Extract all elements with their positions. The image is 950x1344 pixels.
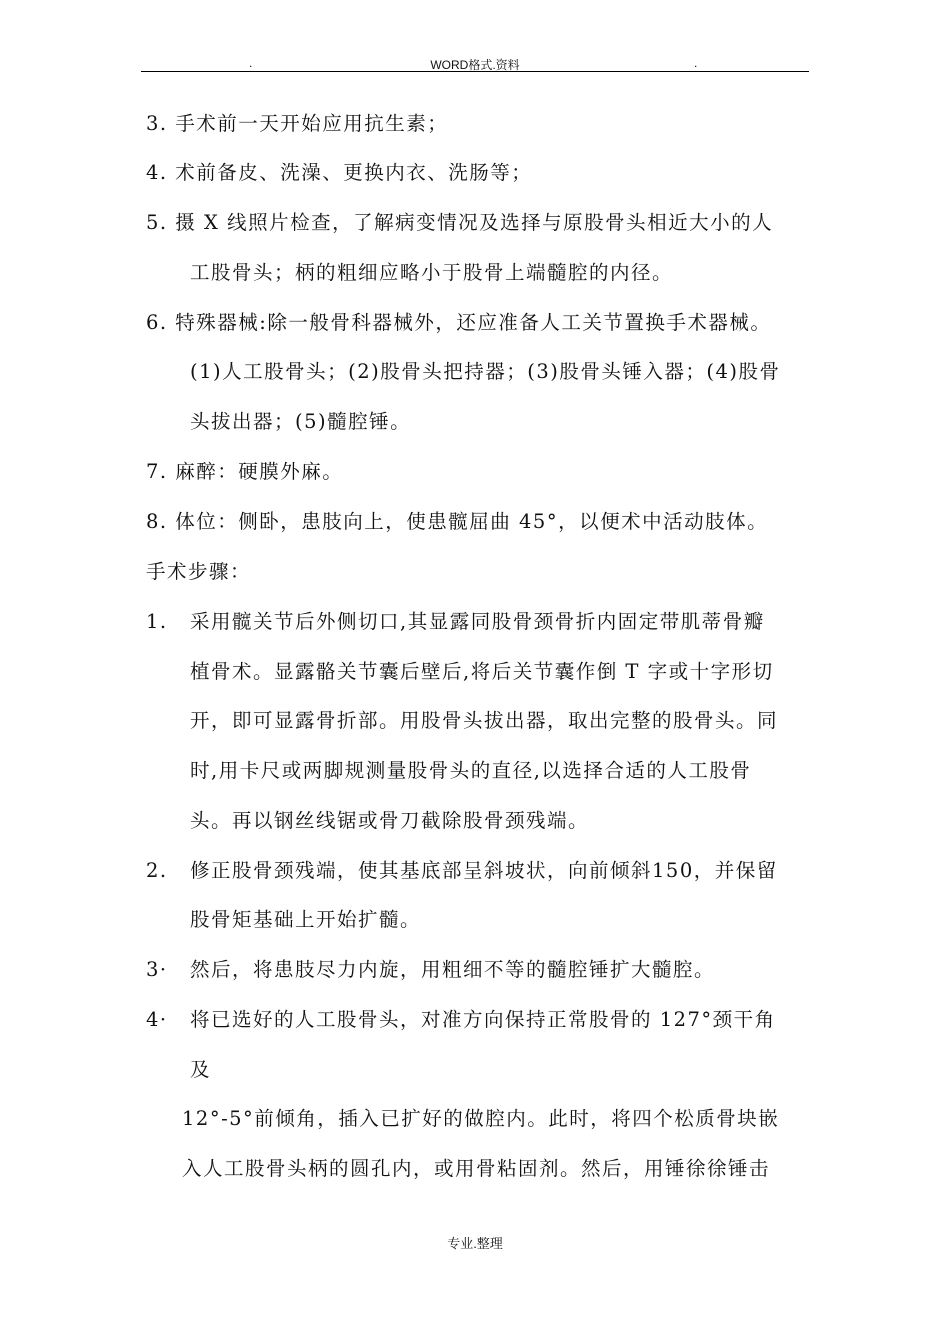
text-line: 时,用卡尺或两脚规测量股骨头的直径,以选择合适的人工股骨 (190, 759, 752, 782)
text-line: 入人工股骨头柄的圆孔内，或用骨粘固剂。然后，用锤徐徐锤击 (182, 1157, 771, 1180)
text-line: 3. 手术前一天开始应用抗生素； (146, 112, 449, 135)
text-line: 修正股骨颈残端，使其基底部呈斜坡状，向前倾斜150，并保留 (190, 859, 778, 882)
page-header (141, 56, 809, 72)
text-line: 然后，将患肢尽力内旋，用粗细不等的髓腔锤扩大髓腔。 (190, 958, 716, 981)
text-line: 将已选好的人工股骨头，对准方向保持正常股骨的 127°颈干角 (190, 1008, 776, 1031)
text-line: 工股骨头；柄的粗细应略小于股骨上端髓腔的内径。 (190, 261, 674, 284)
text-line: 股骨矩基础上开始扩髓。 (190, 908, 422, 931)
text-line: 8. 体位：侧卧，患肢向上，使患髋屈曲 45°，以便术中活动肢体。 (146, 510, 769, 533)
text-line: 1. (146, 610, 168, 633)
header-right-mark: . (694, 56, 698, 70)
text-line: 植骨术。显露骼关节囊后壁后,将后关节囊作倒 T 字或十字形切 (190, 660, 774, 683)
text-line: 采用髋关节后外侧切口,其显露同股骨颈骨折内固定带肌蒂骨瓣 (190, 610, 765, 633)
text-line: 开，即可显露骨折部。用股骨头拔出器，取出完整的股骨头。同 (190, 709, 779, 732)
text-line: (1)人工股骨头；(2)股骨头把持器；(3)股骨头锤入器；(4)股骨 (190, 360, 781, 383)
header-rule (141, 71, 809, 72)
text-line: 5. 摄 X 线照片检查，了解病变情况及选择与原股骨头相近大小的人 (146, 211, 774, 234)
header-title: WORD格式.资料 (430, 58, 520, 72)
text-line: 12°-5°前倾角，插入已扩好的做腔内。此时，将四个松质骨块嵌 (182, 1107, 780, 1130)
text-line: 手术步骤： (146, 560, 252, 583)
text-line: 头。再以钢丝线锯或骨刀截除股骨颈残端。 (190, 809, 590, 832)
header-left-mark: . (249, 56, 253, 70)
text-line: 7. 麻醉：硬膜外麻。 (146, 460, 344, 483)
text-line: 6. 特殊器械:除一般骨科器械外，还应准备人工关节置换手术器械。 (146, 311, 772, 334)
text-line: 2. (146, 859, 168, 882)
text-line: 及 (190, 1058, 212, 1081)
text-line: 4. 术前备皮、洗澡、更换内衣、洗肠等； (146, 161, 533, 184)
page-footer: 专业.整理 (447, 1236, 503, 1251)
text-line: 4· (146, 1008, 168, 1031)
text-line: 3· (146, 958, 168, 981)
text-line: 头拔出器；(5)髓腔锤。 (190, 410, 412, 433)
